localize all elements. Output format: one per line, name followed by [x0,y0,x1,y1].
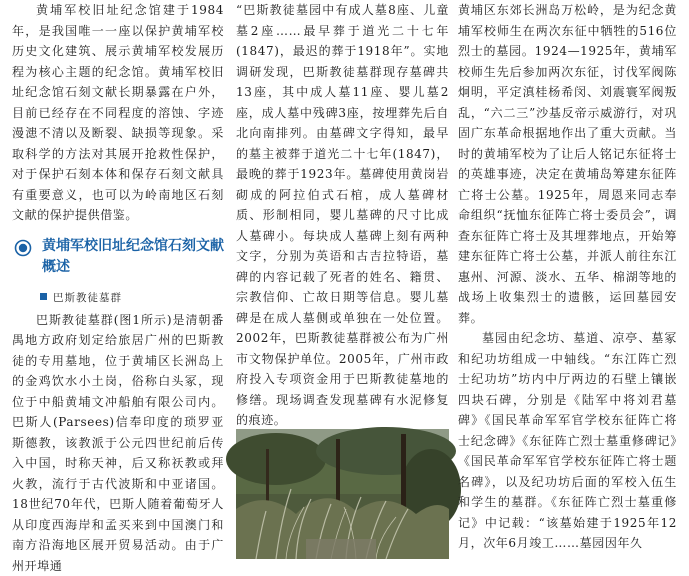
column-middle [236,0,449,556]
target-bullet-icon [14,239,32,257]
cemetery-photo [236,429,449,559]
column-right [458,0,677,556]
right-paragraph-1: 黄埔区东郊长洲岛万松岭，是为纪念黄埔军校师生在两次东征中牺牲的516位烈士的墓园。1924—1925年，黄埔军校师生先后参加两次东征，讨伐军阀陈炯明，平定滇桂杨希闵、刘震寰军阀叛乱，“六二三”沙基反帝示威游行，对巩固广东革命根据地作出了重大贡献。当时的黄埔军校为了让后人铭记东征将士的英雄事迹，决定在黄埔岛筹建东征阵亡将士公墓。1925年，周恩来同志奉命组织“抚恤东征阵亡将士委员会”，调查东征阵亡将士及其埋葬地点，开始筹建东征阵亡将士公墓，并派人前往东江惠州、河源、淡水、五华、棉湖等地的战场上收集烈士的遗骸，运回墓园安葬。 [458,0,677,328]
square-bullet-icon [40,293,47,300]
intro-paragraph: 黄埔军校旧址纪念馆建于1984年，是我国唯一一座以保护黄埔军校历史文化建筑、展示黄埔军校发展历程为核心主题的纪念馆。黄埔军校旧址纪念馆石刻文献长期暴露在户外，目前已经存在不同程度的溶蚀、字迹漫漶不清以及断裂、缺损等现象。采取科学的方法对其展开抢救性保护，对于保护石刻本体和保存石刻文献具有重要意义，也可以为岭南地区石刻文献的保护提供借鉴。 [12,0,224,226]
subsection-heading [40,288,224,308]
middle-paragraph: “巴斯教徒墓园中有成人墓8座、儿童墓2座……最早葬于道光二十七年(1847)，最迟的葬于1918年”。实地调研发现，巴斯教徒墓群现存墓碑共13座，其中成人墓11座、婴儿墓2座，成人墓中残碑3座，按埋葬先后自北向南排列。由墓碑文字得知，最早的墓主被葬于道光二十七年(1847)，最晚的葬于1923年。墓碑使用黄岗岩砌成的阿拉伯式石棺，成人墓碑材质、形制相同，婴儿墓碑的尺寸比成人墓碑小。每块成人墓碑上刻有两种文字，分别为英语和古吉拉特语，墓碑的内容记载了死者的姓名、籍贯、宗教信仰、亡故日期等信息。婴儿墓碑是在成人墓侧或单独在一处位置。2002年，巴斯教徒墓群被公布为广州市文物保护单位。2005年，广州市政府投入专项资金用于巴斯教徒墓地的修缮。现场调查发现墓碑有水泥修复的痕迹。 [236,0,449,431]
column-left [12,0,224,556]
body-paragraph: 巴斯教徒墓群(图1所示)是清朝番禺地方政府划定给旅居广州的巴斯教徒的专用墓地，位于黄埔区长洲岛上的金鸡饮水小土岗，俗称白头冢，现位于中船黄埔文冲船舶有限公司内。巴斯人(Parsees)信奉印度的琐罗亚斯德教，该教派于公元四世纪前后传入中国，时称天神，后又称祆教或拜火教，流行于古代波斯和中亚诸国。18世纪70年代，巴斯人随着葡萄牙人从印度西海岸和孟买来到中国澳门和南方沿海地区展开贸易活动。由于广州开埠通 [12,310,224,576]
section-heading [12,236,224,278]
section-heading-text: 黄埔军校旧址纪念馆石刻文献概述 [42,238,224,275]
right-paragraph-2: 墓园由纪念坊、墓道、凉亭、墓冢和纪功坊组成一中轴线。“东江阵亡烈士纪功坊”坊内中厅两边的石壁上镶嵌四块石碑，分别是《陆军中将刘君墓碑》《国民革命军军官学校东征阵亡将士纪念碑》《东征阵亡烈士墓重修碑记》《国民革命军军官学校东征阵亡将士题名碑》，以及纪功坊后面的军校入伍生和学生的墓群。《东征阵亡烈士墓重修记》中记载：“该墓始建于1925年12月，次年6月竣工……墓园因年久 [458,328,677,554]
subsection-heading-text: 巴斯教徒墓群 [53,292,122,304]
